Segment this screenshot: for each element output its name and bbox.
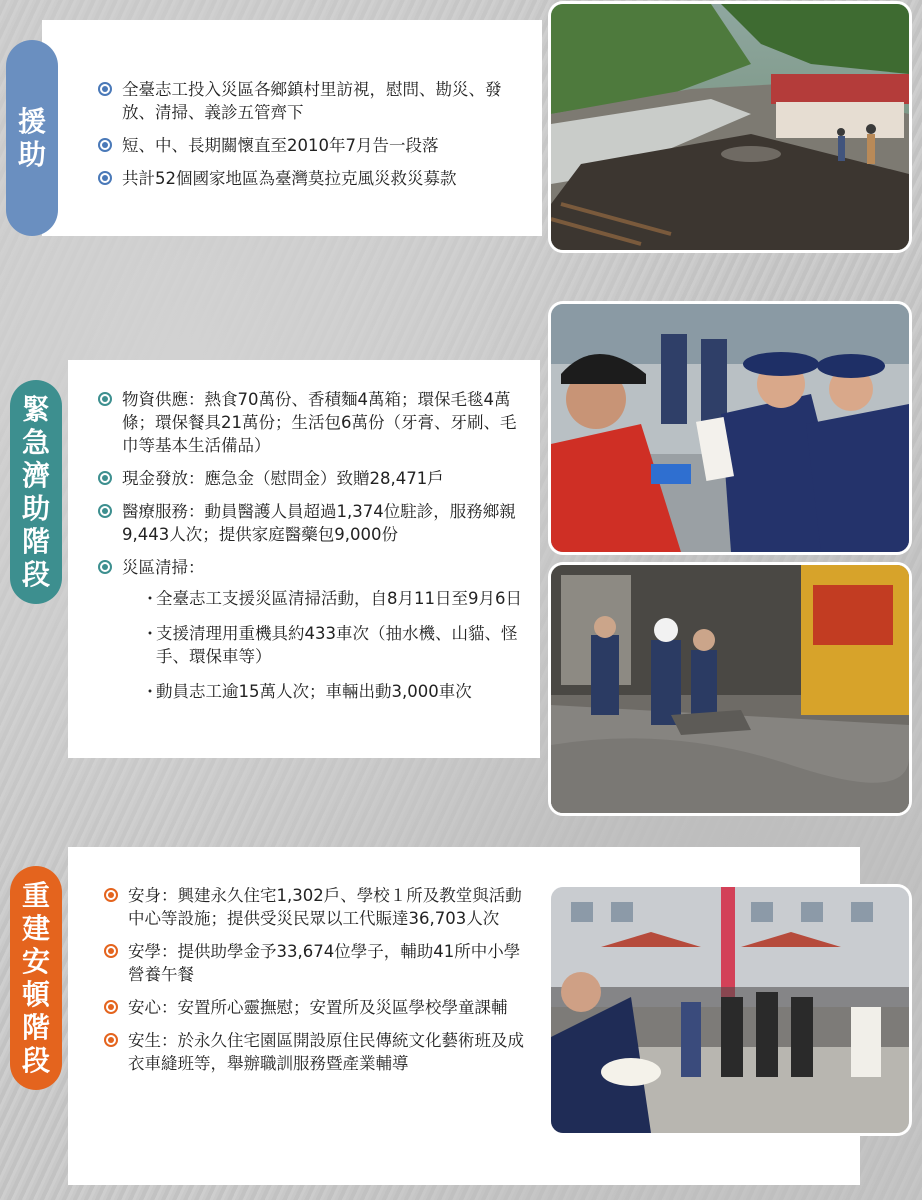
list-item: 安身：興建永久住宅1,302戶、學校１所及教堂與活動中心等設施；提供受災民眾以工代賑達36,703人次	[104, 884, 524, 930]
aid-list	[98, 78, 523, 200]
aid-tab-char: 援	[17, 105, 46, 138]
emergency-tab-char: 段	[21, 558, 50, 591]
bullet-icon	[104, 1033, 118, 1047]
bullet-icon	[98, 504, 112, 518]
aid-tab	[6, 40, 58, 236]
rebuild-tab	[10, 866, 62, 1090]
rebuild-tab-char: 重	[21, 879, 50, 912]
list-item: 安心：安置所心靈撫慰；安置所及災區學校學童課輔	[104, 996, 524, 1019]
emergency-tab-char: 助	[21, 492, 50, 525]
sub-bullet-icon: ・	[142, 624, 159, 643]
list-item: 全臺志工投入災區各鄉鎮村里訪視，慰問、勘災、發放、清掃、義診五管齊下	[98, 78, 523, 124]
flood-damage-photo	[551, 4, 909, 250]
list-item: 災區清掃： ・ 全臺志工支援災區清掃活動，自8月11日至9月6日 ・ 支援清理用重機具約433車次（抽水機、山貓、怪手、環保車等） ・ 動員志工逾15萬人次；車輛出動3,000車次	[98, 556, 523, 703]
list-item: 醫療服務：動員醫護人員超過1,374位駐診，服務鄉親9,443人次；提供家庭醫藥包9,000份	[98, 500, 523, 546]
list-item: 安學：提供助學金予33,674位學子，輔助41所中小學營養午餐	[104, 940, 524, 986]
rebuild-tab-char: 安	[21, 945, 50, 978]
rebuild-tab-char: 階	[21, 1011, 50, 1044]
list-item: 短、中、長期關懷直至2010年7月告一段落	[98, 134, 523, 157]
list-item: ・ 支援清理用重機具約433車次（抽水機、山貓、怪手、環保車等）	[142, 624, 518, 666]
bullet-icon	[98, 171, 112, 185]
list-item: ・ 動員志工逾15萬人次；車輛出動3,000車次	[142, 682, 472, 701]
bullet-icon	[98, 392, 112, 406]
emergency-tab	[10, 380, 62, 604]
volunteers-cash-distribution-photo	[551, 304, 909, 552]
bullet-icon	[98, 560, 112, 574]
bullet-icon	[98, 471, 112, 485]
list-item: 共計52個國家地區為臺灣莫拉克風災救災募款	[98, 167, 523, 190]
list-item: ・ 全臺志工支援災區清掃活動，自8月11日至9月6日	[142, 589, 522, 608]
bullet-icon	[98, 82, 112, 96]
housing-ceremony-photo	[551, 887, 909, 1133]
emergency-tab-char: 濟	[21, 459, 50, 492]
mud-cleanup-photo	[551, 565, 909, 813]
emergency-tab-char: 急	[21, 426, 50, 459]
emergency-list	[98, 388, 523, 715]
rebuild-tab-char: 頓	[21, 978, 50, 1011]
bullet-icon	[104, 888, 118, 902]
sub-bullet-icon: ・	[142, 589, 159, 608]
list-item: 現金發放：應急金（慰問金）致贈28,471戶	[98, 467, 523, 490]
bullet-icon	[104, 944, 118, 958]
sub-bullet-icon: ・	[142, 682, 159, 701]
rebuild-tab-char: 段	[21, 1044, 50, 1077]
list-item: 物資供應：熱食70萬份、香積麵4萬箱；環保毛毯4萬條；環保餐具21萬份；生活包6萬份（牙膏、牙刷、毛巾等基本生活備品）	[98, 388, 523, 457]
bullet-icon	[98, 138, 112, 152]
bullet-icon	[104, 1000, 118, 1014]
rebuild-tab-char: 建	[21, 912, 50, 945]
emergency-tab-char: 緊	[21, 393, 50, 426]
cleanup-list	[122, 587, 523, 703]
aid-tab-char: 助	[17, 138, 46, 171]
rebuild-list	[104, 884, 524, 1085]
emergency-tab-char: 階	[21, 525, 50, 558]
list-item: 安生：於永久住宅園區開設原住民傳統文化藝術班及成衣車縫班等，舉辦職訓服務暨產業輔導	[104, 1029, 524, 1075]
